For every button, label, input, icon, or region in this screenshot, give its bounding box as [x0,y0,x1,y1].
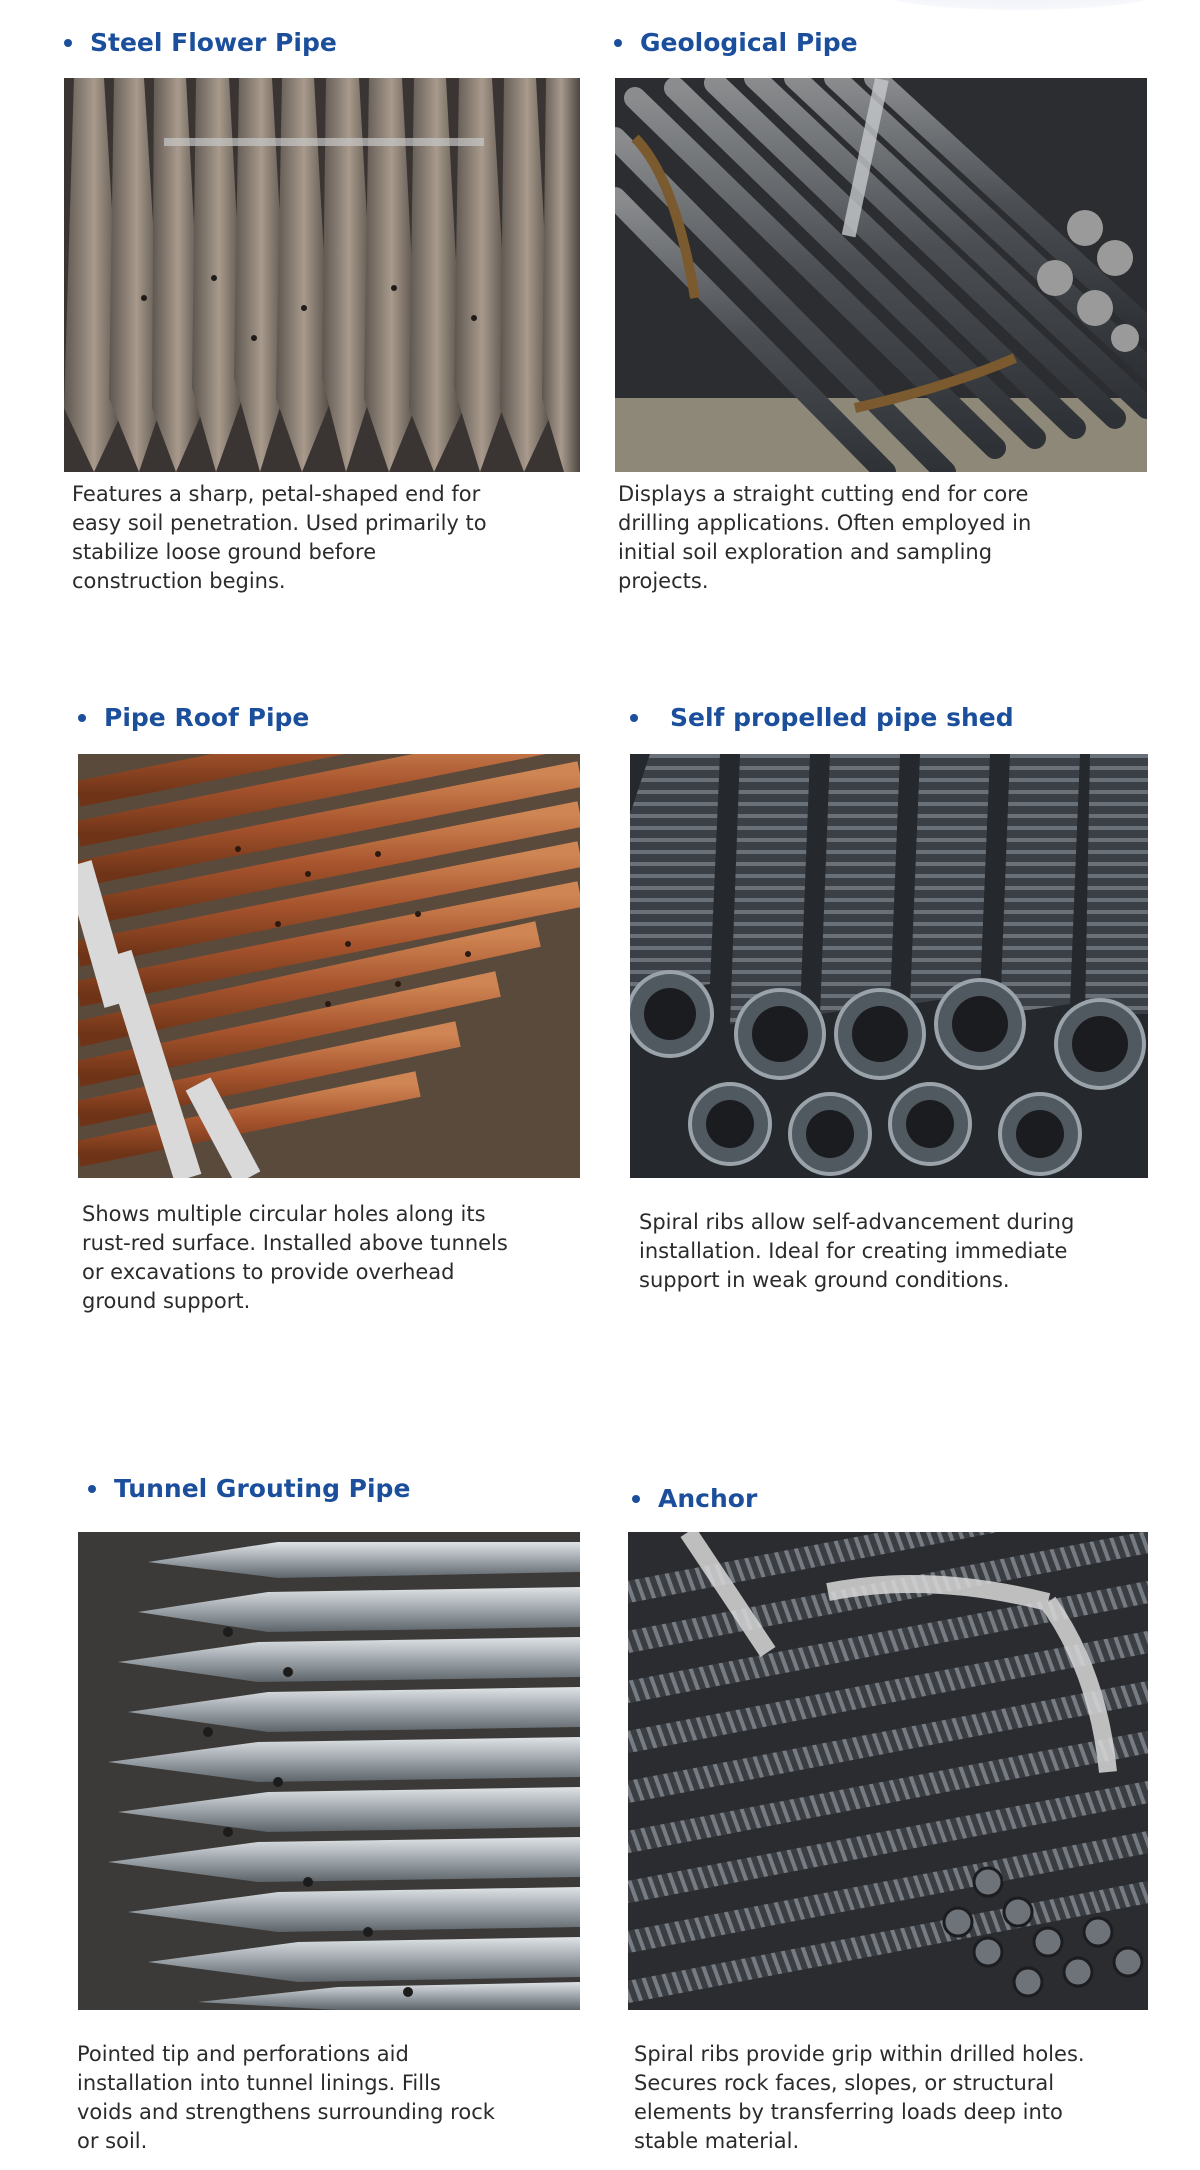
ribbed-pipe-ends-icon [630,754,1148,1178]
product-description: Displays a straight cutting end for core drilling applications. Often employed in initial soil exploration and sampling projects. [618,482,1032,593]
product-title-text: Steel Flower Pipe [90,28,337,57]
threaded-anchor-bars-icon [628,1532,1148,2010]
core-drilling-pipes-icon [615,78,1147,472]
bullet-icon [64,39,72,47]
product-photo-geological-pipe [615,78,1147,472]
product-title-text: Anchor [658,1484,758,1513]
product-title-text: Geological Pipe [640,28,858,57]
product-photo-steel-flower-pipe [64,78,580,472]
pointed-grouting-pipes-icon [78,1532,580,2010]
perforated-rust-pipes-icon [78,754,580,1178]
product-title [630,703,1014,733]
bullet-icon [78,714,86,722]
bullet-icon [632,1495,640,1503]
product-title-text: Self propelled pipe shed [670,703,1014,732]
product-photo-tunnel-grouting-pipe [78,1532,580,2010]
product-description: Shows multiple circular holes along its rust-red surface. Installed above tunnels or excavations to provide overhead ground support. [82,1202,508,1313]
product-title [614,28,858,58]
decorative-top-arc [860,0,1180,10]
product-title [632,1484,757,1514]
product-title [88,1474,410,1504]
product-description: Features a sharp, petal-shaped end for easy soil penetration. Used primarily to stabilize loose ground before construction begins. [72,482,487,593]
product-description: Pointed tip and perforations aid installation into tunnel linings. Fills voids and strengthens surrounding rock or soil. [77,2042,495,2153]
bullet-icon [88,1485,96,1493]
product-photo-anchor [628,1532,1148,2010]
product-title-text: Pipe Roof Pipe [104,703,310,732]
pointed-pipes-bundle-icon [64,78,580,472]
product-photo-self-propelled-pipe-shed [630,754,1148,1178]
product-title-text: Tunnel Grouting Pipe [114,1474,411,1503]
product-description: Spiral ribs allow self-advancement during installation. Ideal for creating immediate support in weak ground conditions. [639,1210,1075,1292]
bullet-icon [614,39,622,47]
product-photo-pipe-roof-pipe [78,754,580,1178]
bullet-icon [630,714,638,722]
product-title [64,28,337,58]
product-title [78,703,309,733]
product-description: Spiral ribs provide grip within drilled holes. Secures rock faces, slopes, or structural elements by transferring loads deep into stable material. [634,2042,1085,2153]
